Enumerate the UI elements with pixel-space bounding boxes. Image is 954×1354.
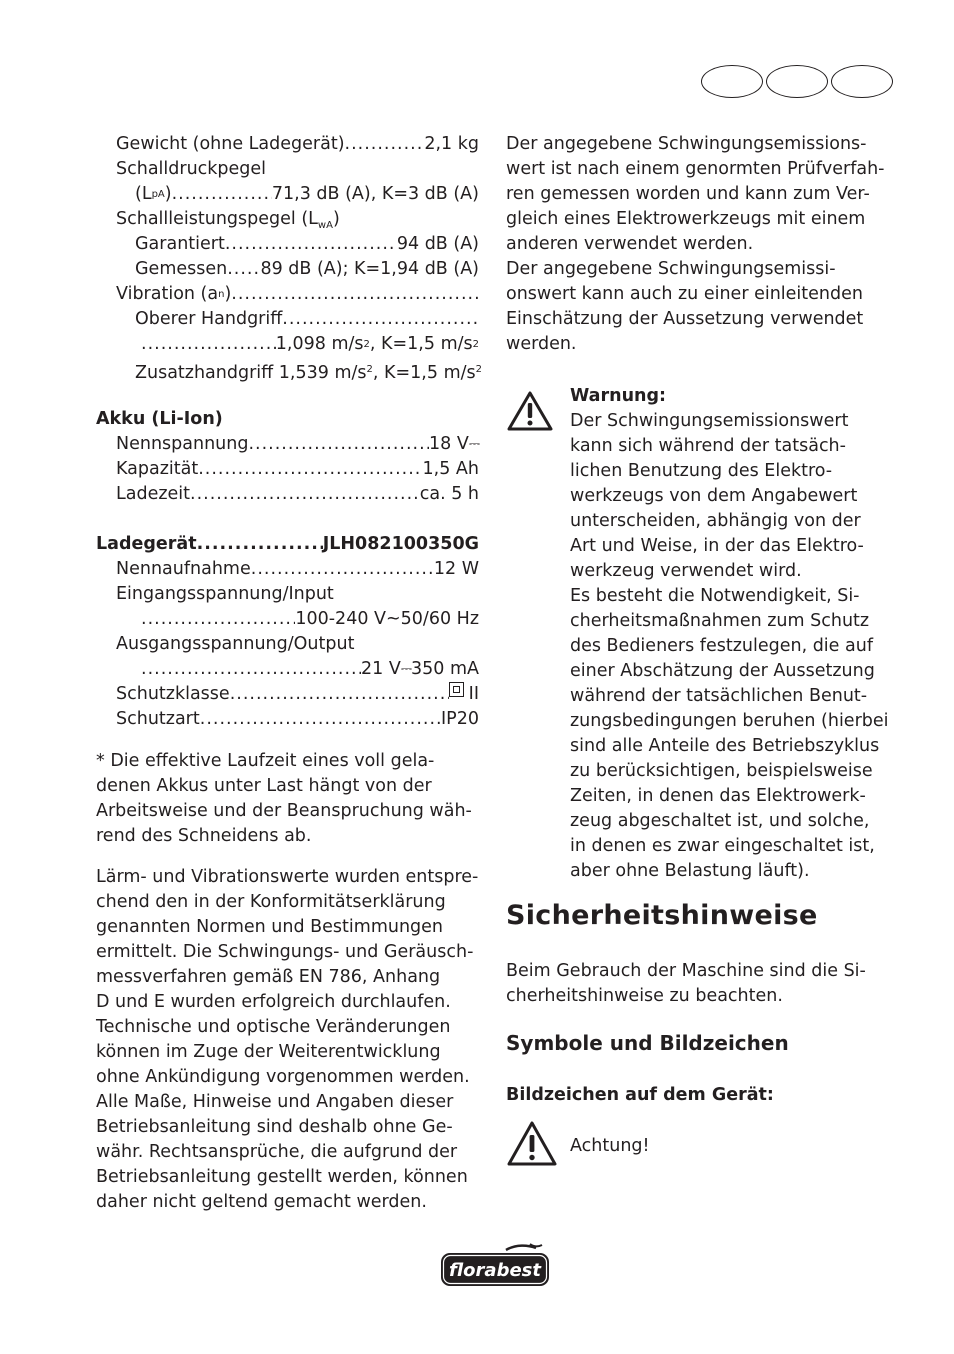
spec-sound-pressure: Schalldruckpegel bbox=[116, 159, 267, 179]
florabest-logo bbox=[438, 1242, 552, 1290]
charger-heading: Ladegerät ..... JLH082100350G bbox=[96, 532, 479, 557]
spec-sound-pressure-value: (L pA ) ..... 71,3 dB (A), K=3 dB (A) bbox=[96, 182, 479, 207]
spec-sound-power: Schallleistungspegel $(L_{wA})$ bbox=[116, 209, 340, 231]
language-oval bbox=[831, 65, 893, 98]
svg-text:florabest: florabest bbox=[449, 1260, 541, 1281]
dc-symbol-icon: ⎓ bbox=[400, 661, 412, 677]
language-oval bbox=[766, 65, 828, 98]
achtung-label: Achtung! bbox=[570, 1136, 650, 1156]
spec-guaranteed: Garantiert ..... 94 dB (A) bbox=[96, 232, 479, 257]
noise-vibration-text: Lärm- und Vibrationswerte wurden entspre- chend den in der Konformitätserklärung genannten Normen und Bestimmungen ermittelt. Die Schwingungs- und Geräusch- messverfahren gemäß EN 786, Anhang D und E wurden erfolgreich durchlaufen. Technische und optische Veränderungen können im Zuge der Weiterentwicklung ohne Ankündigung vorgenommen werden. Alle Maße, Hinweise und Angaben dieser Betriebsanleitung sind deshalb ohne Ge- währ. Rechtsansprüche, die aufgrund der Betriebsanleitung gestellt werden, können daher nicht geltend gemacht werden. bbox=[96, 867, 479, 1212]
spec-protection-class: Schutzklasse ..... II bbox=[96, 682, 479, 707]
protection-class-ii-icon bbox=[449, 682, 464, 697]
spec-rated-input: Nennaufnahme ..... 12 W bbox=[96, 557, 479, 582]
spec-measured: Gemessen ..... 89 dB (A); K=1,94 dB (A) bbox=[96, 257, 479, 282]
section-text: Beim Gebrauch der Maschine sind die Si- cherheitshinweise zu beachten. bbox=[506, 961, 866, 1006]
spec-nominal-voltage: Nennspannung ..... 18 V ⎓ bbox=[96, 432, 479, 457]
dc-symbol-icon: ⎓ bbox=[468, 436, 479, 452]
footnote: * Die effektive Laufzeit eines voll gela- denen Akkus unter Last hängt von der Arbeitsweise und der Beanspruchung wäh- rend des Schneidens ab. bbox=[96, 751, 472, 846]
spec-output-voltage: Ausgangsspannung/Output bbox=[116, 634, 355, 654]
spec-output-voltage-value: ..... 21 V ⎓ 350 mA bbox=[96, 657, 479, 682]
section-title: Sicherheitshinweise bbox=[506, 900, 818, 931]
spec-capacity: Kapazität ..... 1,5 Ah bbox=[96, 457, 479, 482]
language-marks bbox=[701, 65, 891, 99]
akku-heading: Akku (Li-Ion) bbox=[96, 409, 223, 429]
device-symbols-heading: Bildzeichen auf dem Gerät: bbox=[506, 1085, 774, 1105]
warning-title: Warnung: bbox=[570, 386, 667, 406]
vibration-intro: Der angegebene Schwingungsemissions- wert ist nach einem genormten Prüfverfah- ren gemessen worden und kann zum Ver- gleich eines Elektrowerkzeugs mit einem anderen verwendet werden. Der angegebene Schwingungsemissi- onswert kann auch zu einer einleitenden Einschätzung der Aussetzung verwendet werden. bbox=[506, 134, 885, 354]
spec-upper-handle: Oberer Handgriff ..... bbox=[96, 307, 479, 332]
spec-ip-rating: Schutzart ..... IP20 bbox=[96, 707, 479, 732]
spec-vibration: Vibration (a n ) ..... bbox=[96, 282, 479, 307]
left-column bbox=[96, 132, 482, 1215]
spec-input-voltage: Eingangsspannung/Input bbox=[116, 584, 334, 604]
language-oval bbox=[701, 65, 763, 98]
spec-weight: Gewicht (ohne Ladegerät) ..... 2,1 kg bbox=[96, 132, 479, 157]
warning-block: Warnung: Der Schwingungsemissionswert kann sich während der tatsäch- lichen Benutzung des Elektro- werkzeugs von dem Angabewert unterscheiden, abhängig von der Art und Weise, in der das Elektro- werkzeug verwendet wird. Es besteht die Notwendigkeit, Si- cherheitsmaßnahmen zum Schutz des Bedieners festzulegen, die auf einer Abschätzung der Aussetzung während der tatsächlichen Benut- zungsbedingungen beruhen (hierbei sind alle Anteile des Betriebszyklus zu berücksichtigen, beispielsweise Zeiten, in denen das Elektrowerk- zeug abgeschaltet ist, und solche, in denen es zwar eingeschaltet ist, aber ohne Belastung läuft). bbox=[570, 386, 889, 881]
spec-auxiliary-handle: Zusatzhandgriff 1,539 $m/s^2$, K=1,5 $m/s^2$ bbox=[135, 363, 482, 383]
spec-charge-time: Ladezeit ..... ca. 5 h bbox=[96, 482, 479, 507]
spec-upper-handle-value: ..... 1,098 m/s 2 , K=1,5 m/s 2 bbox=[96, 332, 479, 357]
spec-input-voltage-value: ..... 100-240 V~50/60 Hz bbox=[96, 607, 479, 632]
warning-triangle-icon bbox=[506, 1120, 558, 1168]
warning-triangle-icon bbox=[506, 390, 554, 432]
symbols-heading: Symbole und Bildzeichen bbox=[506, 1031, 789, 1055]
